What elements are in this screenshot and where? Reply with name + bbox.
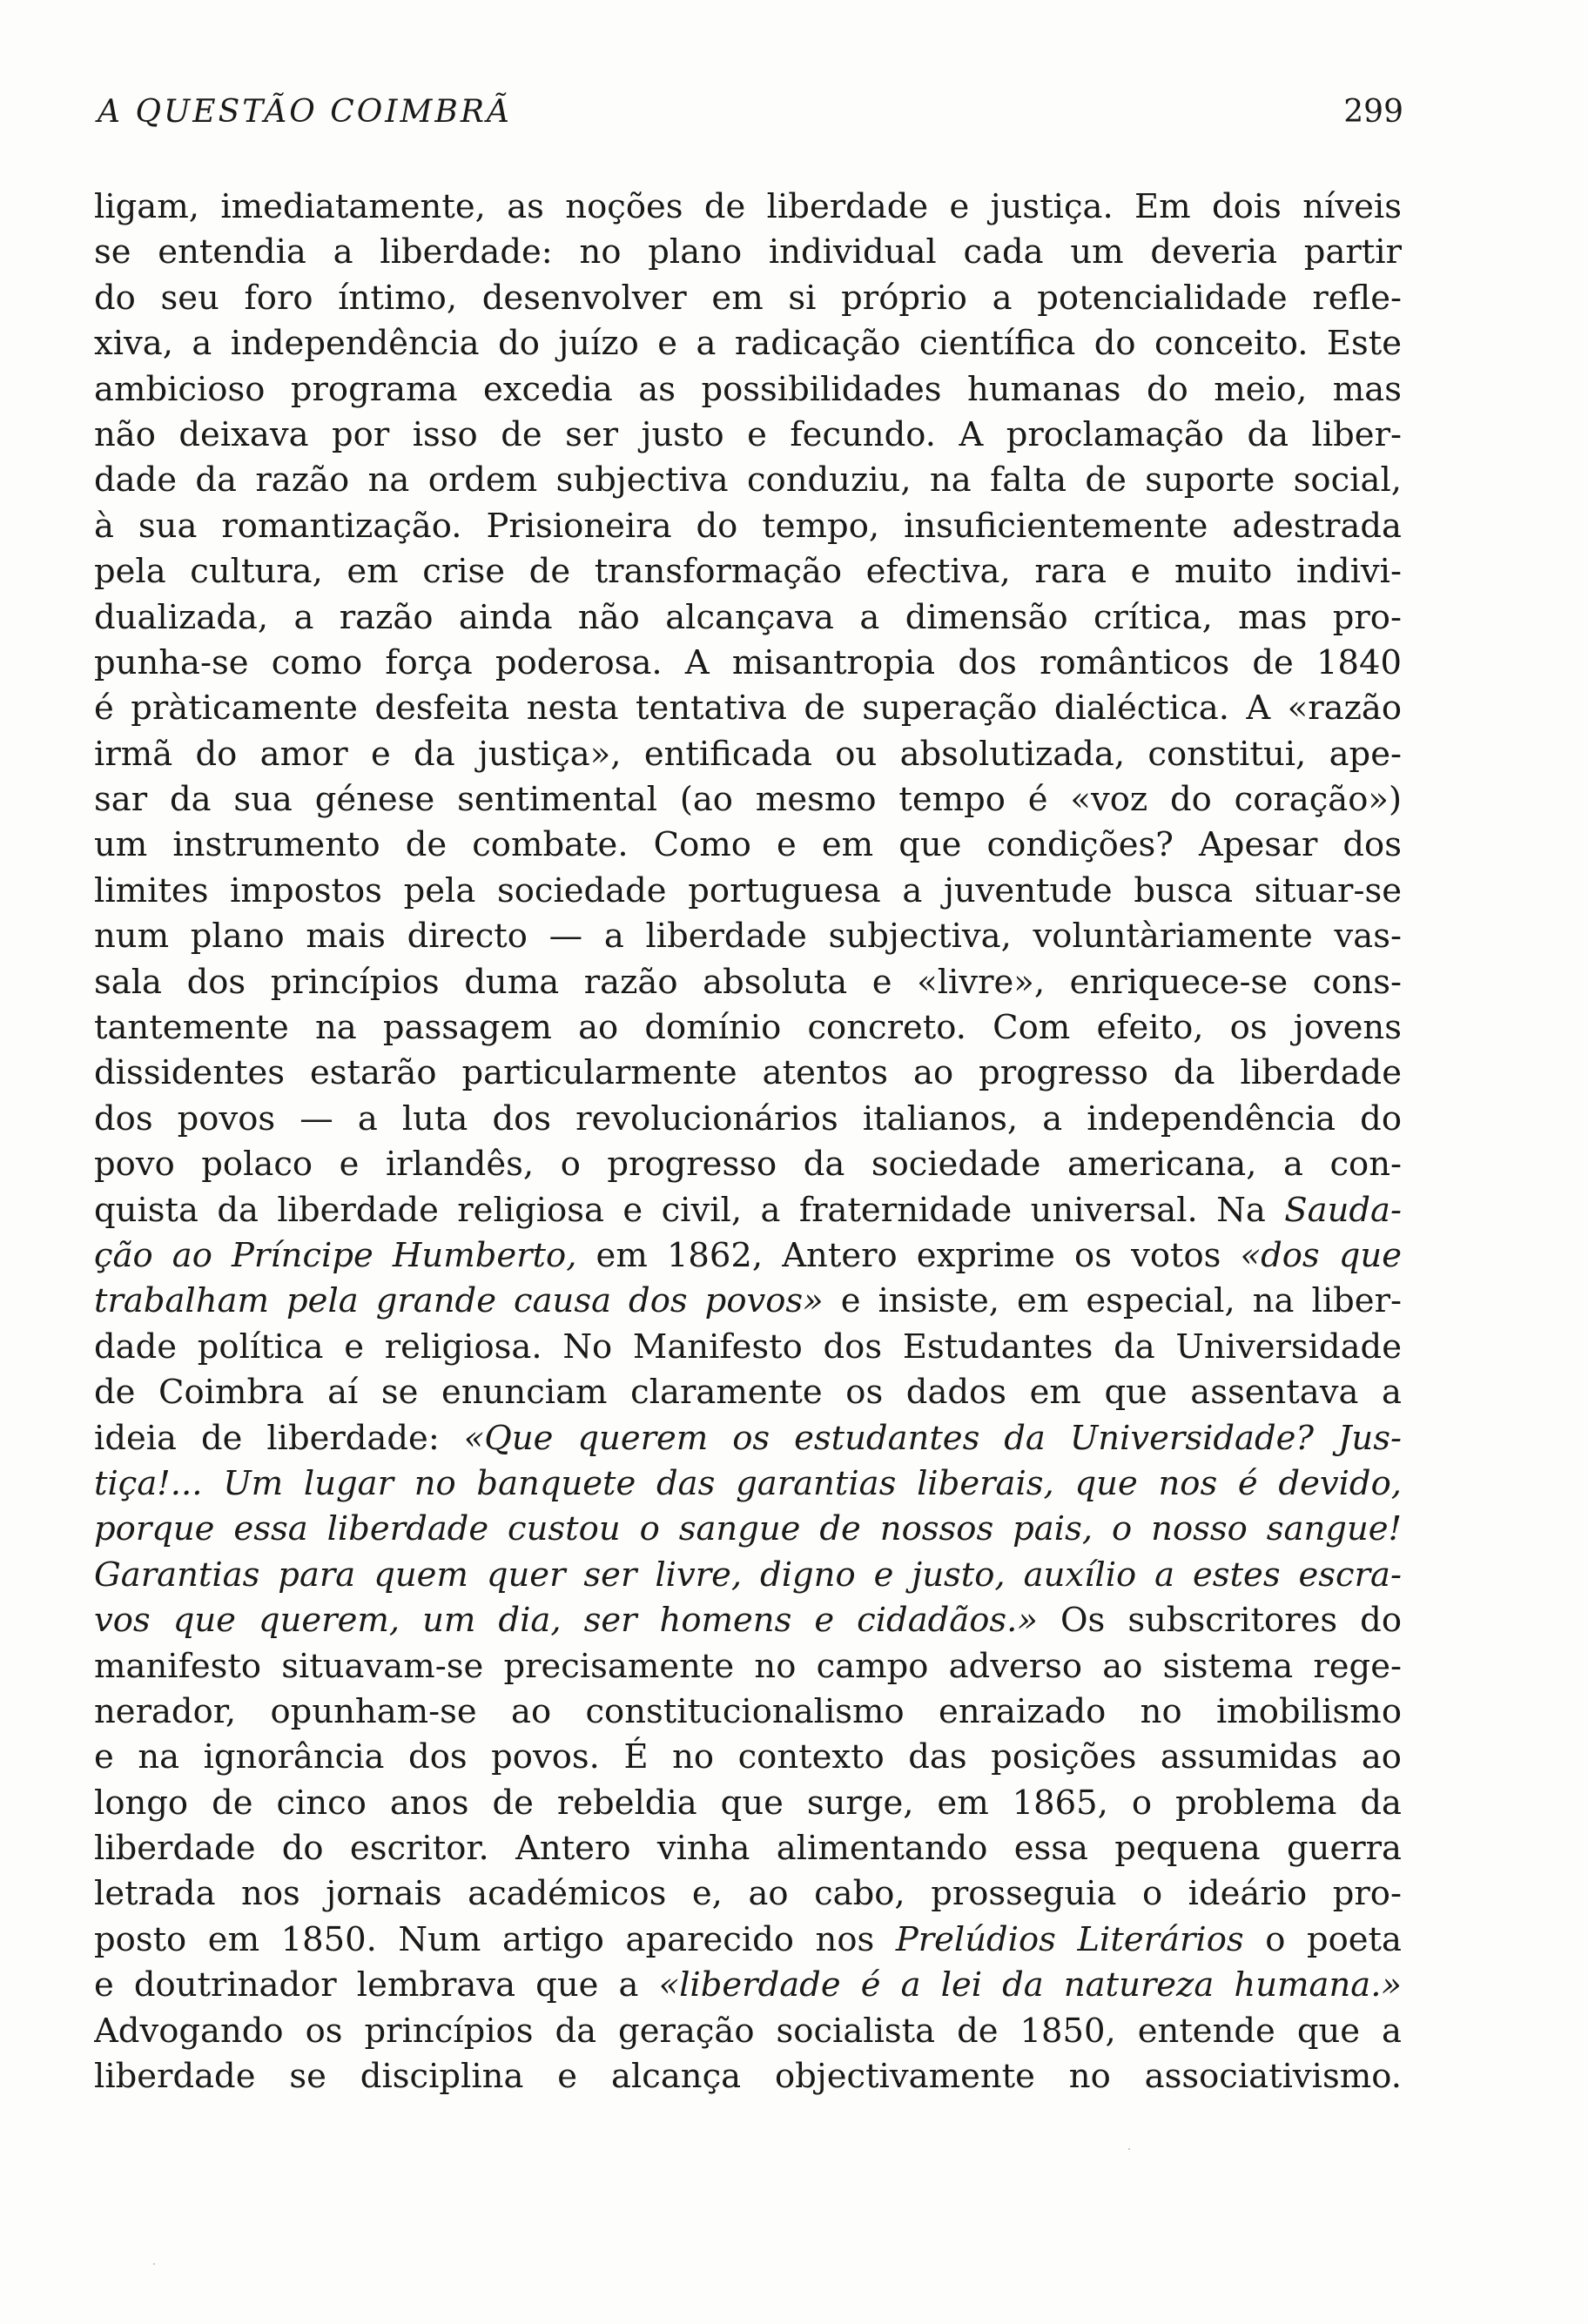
text-segment: ambicioso programa excedia as possibilidades humanas do meio, mas xyxy=(94,369,1402,409)
italic-text-segment: «Que querem os estudantes da Universidade? Jus- xyxy=(463,1418,1402,1458)
text-segment: liberdade do escritor. Antero vinha alimentando essa pequena guerra xyxy=(94,1829,1402,1869)
text-line xyxy=(94,1097,1402,1142)
text-segment: sala dos princípios duma razão absoluta e «livre», enriquece-se cons- xyxy=(94,962,1402,1002)
text-segment: quista da liberdade religiosa e civil, a fraternidade universal. Na xyxy=(94,1190,1285,1230)
italic-text-segment: ção ao Príncipe Humberto, xyxy=(94,1235,577,1275)
text-line xyxy=(94,2009,1402,2054)
italic-text-segment: Sauda- xyxy=(1284,1190,1402,1230)
text-line xyxy=(94,1507,1402,1552)
text-segment: se entendia a liberdade: no plano individual cada um deveria partir xyxy=(94,232,1402,272)
text-line xyxy=(94,1142,1402,1187)
italic-text-segment: Garantias para quem quer ser livre, digno e justo, auxílio a estes escra- xyxy=(94,1555,1402,1595)
text-segment: e insiste, em especial, na liber- xyxy=(823,1281,1402,1321)
text-segment: à sua romantização. Prisioneira do tempo, insuficientemente adestrada xyxy=(94,506,1402,546)
body-paragraph xyxy=(94,185,1402,2099)
text-line xyxy=(94,1233,1402,1279)
text-segment: letrada nos jornais académicos e, ao cabo, prosseguia o ideário pro- xyxy=(94,1874,1402,1914)
text-segment: dissidentes estarão particularmente atentos ao progresso da liberdade xyxy=(94,1053,1402,1093)
running-title: A QUESTÃO COIMBRÃ xyxy=(98,94,512,130)
text-line xyxy=(94,185,1402,230)
text-line xyxy=(94,458,1402,503)
text-segment: de Coimbra aí se enunciam claramente os dados em que assentava a xyxy=(94,1373,1402,1413)
text-segment: um instrumento de combate. Como e em que condições? Apesar dos xyxy=(94,825,1402,865)
text-segment: liberdade se disciplina e alcança objectivamente no associativismo. xyxy=(94,2057,1402,2097)
text-segment: posto em 1850. Num artigo aparecido nos xyxy=(94,1919,896,1959)
text-line xyxy=(94,869,1402,914)
text-segment: o poeta xyxy=(1243,1919,1402,1959)
text-segment: dualizada, a razão ainda não alcançava a dimensão crítica, mas pro- xyxy=(94,597,1402,637)
italic-text-segment: porque essa liberdade custou o sangue de nossos pais, o nosso sangue! xyxy=(94,1509,1402,1549)
text-line xyxy=(94,1553,1402,1598)
text-line xyxy=(94,1005,1402,1051)
page-number: 299 xyxy=(1343,94,1403,130)
text-line xyxy=(94,1735,1402,1780)
text-segment: Os subscritores do xyxy=(1037,1601,1402,1641)
text-segment: limites impostos pela sociedade portuguesa a juventude busca situar-se xyxy=(94,870,1402,910)
text-line xyxy=(94,1051,1402,1096)
text-segment: xiva, a independência do juízo e a radicação científica do conceito. Este xyxy=(94,324,1402,364)
italic-text-segment: Prelúdios Literários xyxy=(895,1919,1244,1959)
text-line xyxy=(94,1781,1402,1826)
text-line xyxy=(94,914,1402,959)
text-line xyxy=(94,1188,1402,1233)
text-segment: num plano mais directo — a liberdade subjectiva, voluntàriamente vas- xyxy=(94,917,1402,957)
text-line xyxy=(94,1279,1402,1324)
text-line xyxy=(94,960,1402,1005)
text-line xyxy=(94,2054,1402,2099)
text-segment: dos povos — a luta dos revolucionários italianos, a independência do xyxy=(94,1098,1402,1138)
text-segment: pela cultura, em crise de transformação efectiva, rara e muito indivi- xyxy=(94,552,1402,592)
text-line xyxy=(94,276,1402,321)
text-line xyxy=(94,1461,1402,1507)
text-line xyxy=(94,1918,1402,1963)
text-segment: sar da sua génese sentimental (ao mesmo tempo é «voz do coração») xyxy=(94,780,1402,820)
italic-text-segment: vos que querem, um dia, ser homens e cidadãos.» xyxy=(94,1601,1038,1641)
text-line xyxy=(94,732,1402,777)
text-line xyxy=(94,1370,1402,1415)
text-line xyxy=(94,1644,1402,1689)
text-line xyxy=(94,549,1402,594)
text-segment: não deixava por isso de ser justo e fecundo. A proclamação da liber- xyxy=(94,414,1402,454)
text-segment: dade política e religiosa. No Manifesto dos Estudantes da Universidade xyxy=(94,1327,1402,1367)
text-line xyxy=(94,504,1402,549)
text-segment: e doutrinador lembrava que a xyxy=(94,1965,659,2005)
text-line xyxy=(94,1689,1402,1735)
italic-text-segment: «dos que xyxy=(1240,1235,1402,1275)
text-line xyxy=(94,1416,1402,1461)
scan-speck xyxy=(153,2263,155,2265)
scan-speck xyxy=(1128,2148,1130,2150)
text-line xyxy=(94,230,1402,275)
text-line xyxy=(94,686,1402,731)
text-line xyxy=(94,1826,1402,1871)
text-line xyxy=(94,641,1402,686)
text-segment: longo de cinco anos de rebeldia que surge, em 1865, o problema da xyxy=(94,1783,1402,1823)
italic-text-segment: trabalham pela grande causa dos povos» xyxy=(94,1281,824,1321)
text-line xyxy=(94,1325,1402,1370)
text-segment: dade da razão na ordem subjectiva conduziu, na falta de suporte social, xyxy=(94,460,1402,500)
text-line xyxy=(94,1871,1402,1917)
text-segment: Advogando os princípios da geração socialista de 1850, entende que a xyxy=(94,2011,1402,2051)
text-line xyxy=(94,595,1402,641)
text-segment: punha-se como força poderosa. A misantropia dos românticos de 1840 xyxy=(94,642,1402,682)
text-segment: nerador, opunham-se ao constitucionalismo enraizado no imobilismo xyxy=(94,1691,1402,1731)
italic-text-segment: tiça!... Um lugar no banquete das garantias liberais, que nos é devido, xyxy=(94,1463,1402,1503)
text-segment: ligam, imediatamente, as noções de liberdade e justiça. Em dois níveis xyxy=(94,187,1402,226)
text-segment: povo polaco e irlandês, o progresso da sociedade americana, a con- xyxy=(94,1145,1402,1185)
text-segment: ideia de liberdade: xyxy=(94,1418,464,1458)
text-line xyxy=(94,823,1402,868)
text-line xyxy=(94,1598,1402,1643)
text-segment: é pràticamente desfeita nesta tentativa de superação dialéctica. A «razão xyxy=(94,688,1402,729)
text-segment: em 1862, Antero exprime os votos xyxy=(576,1235,1241,1275)
text-segment: irmã do amor e da justiça», entificada ou absolutizada, constitui, ape- xyxy=(94,734,1402,774)
text-segment: do seu foro íntimo, desenvolver em si próprio a potencialidade refle- xyxy=(94,278,1402,318)
text-segment: e na ignorância dos povos. É no contexto das posições assumidas ao xyxy=(94,1737,1402,1777)
text-segment: tantemente na passagem ao domínio concreto. Com efeito, os jovens xyxy=(94,1008,1402,1048)
text-line xyxy=(94,777,1402,823)
italic-text-segment: «liberdade é a lei da natureza humana.» xyxy=(658,1965,1402,2005)
text-line xyxy=(94,1963,1402,2008)
text-line xyxy=(94,367,1402,413)
text-line xyxy=(94,321,1402,366)
running-head xyxy=(98,94,1403,146)
text-segment: manifesto situavam-se precisamente no campo adverso ao sistema rege- xyxy=(94,1646,1402,1686)
text-line xyxy=(94,413,1402,458)
